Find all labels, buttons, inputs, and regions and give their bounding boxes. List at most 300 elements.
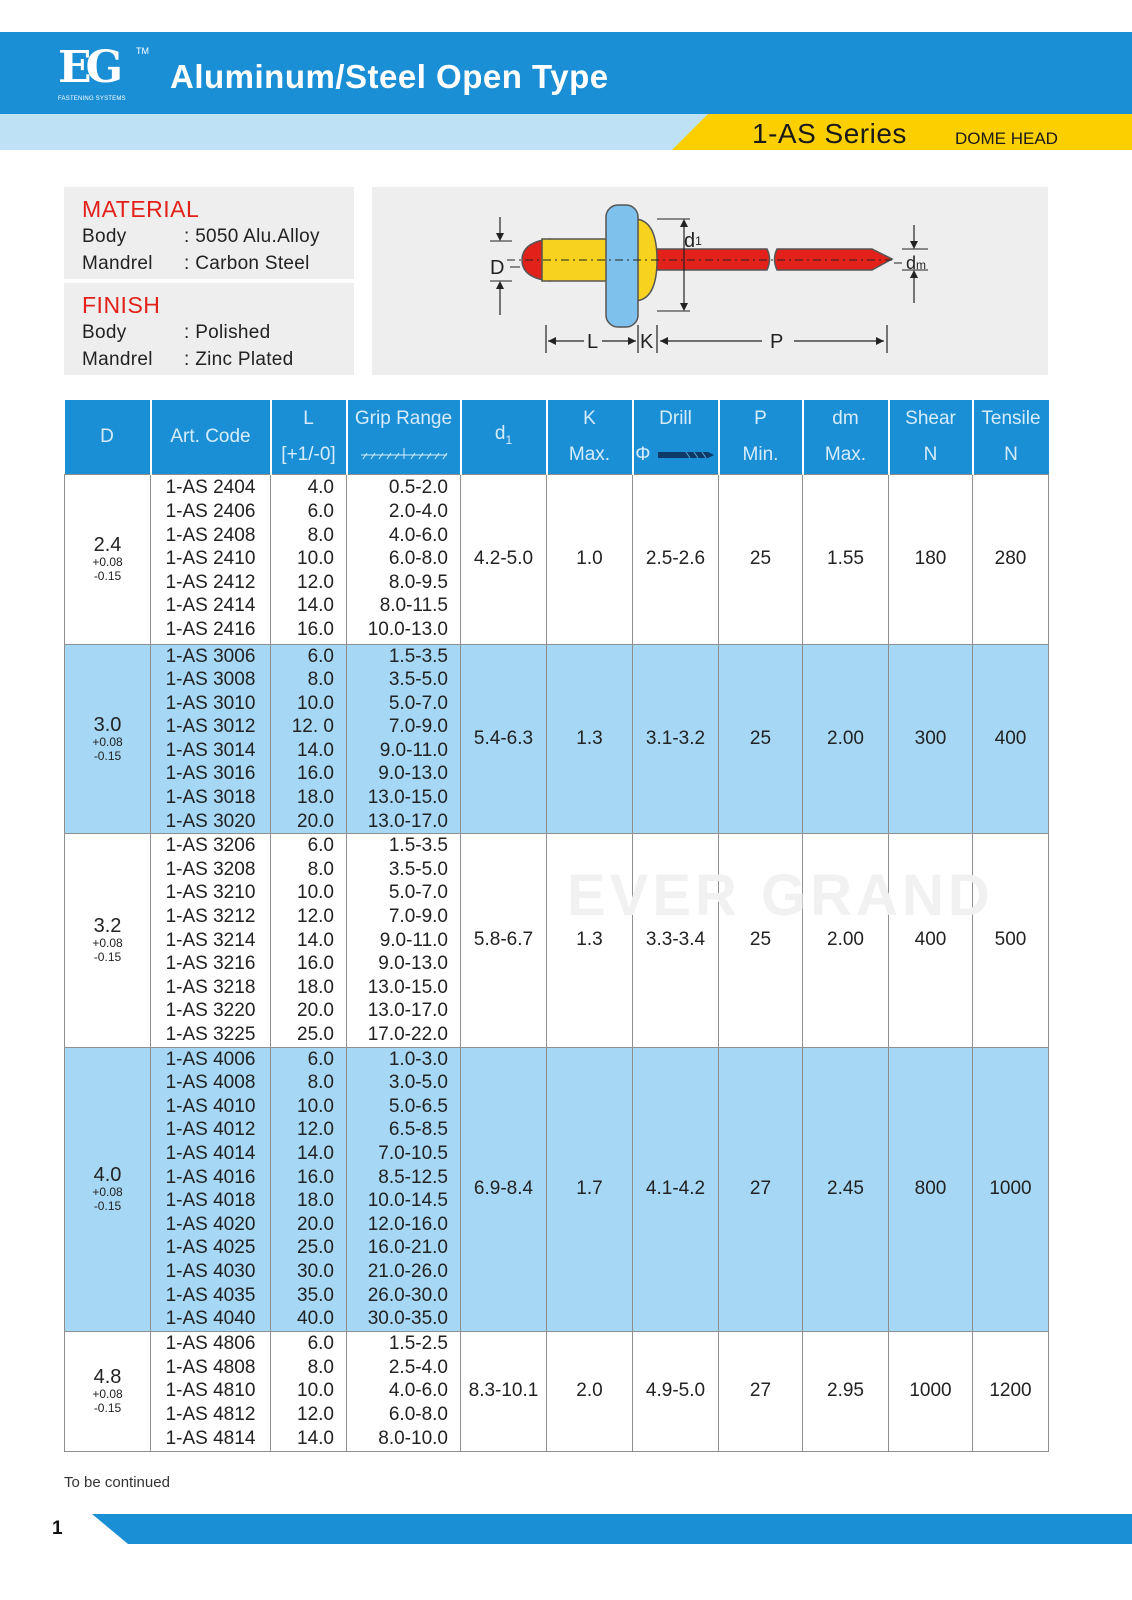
cell-dm-max-value: 2.95 [827, 1380, 864, 1402]
dim-d-label: D [490, 257, 505, 279]
cell-tensile-value: 1200 [989, 1380, 1032, 1402]
cell-k-max [547, 474, 633, 644]
length-value: 12.0 [297, 906, 334, 928]
grip-range-value: 9.0-11.0 [379, 929, 448, 951]
header-k-bottom: Max. [568, 443, 611, 465]
grip-range-value: 0.5-2.0 [388, 477, 448, 499]
art-code: 1-AS 4025 [165, 1237, 256, 1259]
cell-dm-max-value: 2.00 [827, 727, 864, 749]
table-group-row [65, 1331, 1049, 1451]
header-art-code: Art. Code [151, 400, 271, 474]
grip-range-icon [348, 437, 460, 473]
art-code: 1-AS 4016 [165, 1166, 256, 1188]
grip-range-value: 5.0-6.5 [388, 1095, 448, 1117]
diameter-value: 4.0 [93, 1164, 122, 1187]
length-value: 20.0 [297, 810, 334, 832]
cell-d1-value: 6.9-8.4 [473, 1178, 534, 1200]
table-group-row [65, 644, 1049, 834]
cell-k-max-value: 1.7 [576, 1178, 603, 1200]
art-code: 1-AS 4008 [165, 1072, 256, 1094]
workpiece-sheet [606, 205, 638, 327]
header-length-bottom: [+1/-0] [281, 443, 336, 465]
art-code: 1-AS 3220 [165, 1000, 256, 1022]
grip-range-value: 1.0-3.0 [388, 1048, 448, 1070]
cell-tensile [973, 644, 1049, 834]
length-value: 4.0 [307, 477, 334, 499]
cell-shear-value: 1000 [909, 1380, 952, 1402]
length-value: 14.0 [297, 1142, 334, 1164]
grip-range-value: 21.0-26.0 [367, 1260, 448, 1282]
company-logo [58, 42, 149, 108]
grip-range-value: 13.0-17.0 [367, 810, 448, 832]
cell-art-codes [151, 1047, 271, 1331]
spec-table-body [65, 474, 1049, 1451]
art-code: 1-AS 3006 [165, 645, 256, 667]
tolerance-minus: -0.15 [93, 748, 122, 763]
cell-shear-value: 800 [914, 1178, 947, 1200]
tolerance-plus: +0.08 [92, 734, 123, 749]
header-drill-top: Drill [659, 407, 692, 429]
header-shear-top: Shear [905, 407, 956, 429]
grip-range-value: 4.0-6.0 [388, 524, 448, 546]
grip-range-value: 6.5-8.5 [388, 1119, 448, 1141]
length-value: 20.0 [297, 1000, 334, 1022]
cell-k-max [547, 1047, 633, 1331]
art-code: 1-AS 2414 [165, 595, 256, 617]
length-value: 6.0 [307, 501, 334, 523]
art-code: 1-AS 2416 [165, 618, 256, 640]
finish-box [64, 283, 354, 375]
header-drill-bottom [634, 437, 718, 473]
cell-p-min [719, 1331, 803, 1451]
length-value: 12. 0 [291, 716, 334, 738]
length-value: 10.0 [297, 882, 334, 904]
header-shear-bottom: N [923, 443, 938, 465]
grip-range-value: 3.5-5.0 [388, 858, 448, 880]
tolerance-plus: +0.08 [92, 936, 123, 951]
grip-range-value: 1.5-3.5 [388, 835, 448, 857]
logo-mark: EG [58, 42, 118, 93]
material-row [82, 223, 336, 250]
grip-range-value: 17.0-22.0 [367, 1024, 448, 1045]
length-value: 18.0 [297, 976, 334, 998]
grip-range-value: 5.0-7.0 [388, 692, 448, 714]
grip-range-value: 8.0-10.0 [378, 1427, 448, 1449]
finish-value: Polished [195, 322, 271, 343]
finish-value: Zinc Plated [195, 349, 294, 370]
grip-range-value: 4.0-6.0 [388, 1380, 448, 1402]
finish-sep: : [184, 349, 190, 370]
grip-range-value: 7.0-10.5 [378, 1142, 448, 1164]
art-code: 1-AS 3225 [165, 1024, 256, 1045]
material-heading: MATERIAL [82, 196, 200, 222]
length-value: 12.0 [297, 571, 334, 593]
tolerance-minus: -0.15 [93, 569, 122, 583]
dim-d1-label-sub: 1 [695, 234, 702, 248]
header-grip-label: Grip Range [354, 407, 453, 429]
material-value: 5050 Alu.Alloy [195, 226, 320, 247]
finish-key: Mandrel [82, 349, 153, 370]
length-value: 6.0 [307, 645, 334, 667]
cell-art-codes [151, 474, 271, 644]
continued-note: To be continued [64, 1474, 170, 1491]
cell-d1 [461, 644, 547, 834]
length-value: 12.0 [297, 1404, 334, 1426]
tolerance-minus: -0.15 [93, 1199, 122, 1214]
header-shear [889, 400, 973, 474]
cell-tensile-value: 500 [994, 929, 1027, 951]
cell-shear-value: 300 [914, 727, 947, 749]
length-value: 10.0 [297, 1380, 334, 1402]
grip-range-value: 7.0-9.0 [388, 906, 448, 928]
diameter-value: 3.0 [93, 713, 122, 736]
art-code: 1-AS 4020 [165, 1213, 256, 1235]
grip-range-value: 2.5-4.0 [388, 1356, 448, 1378]
grip-range-value: 8.0-9.5 [388, 571, 448, 593]
art-code: 1-AS 4010 [165, 1095, 256, 1117]
grip-range-value: 26.0-30.0 [367, 1284, 448, 1306]
header-d1 [461, 400, 547, 474]
length-value: 14.0 [297, 595, 334, 617]
cell-dm-max [803, 1047, 889, 1331]
grip-range-value: 8.0-11.5 [379, 595, 448, 617]
art-code: 1-AS 2406 [165, 501, 256, 523]
length-value: 16.0 [297, 1166, 334, 1188]
cell-k-max [547, 1331, 633, 1451]
cell-p-min-value: 25 [749, 929, 772, 951]
art-code: 1-AS 4812 [165, 1404, 256, 1426]
art-code: 1-AS 4030 [165, 1260, 256, 1282]
cell-diameter [65, 474, 151, 644]
material-key: Body [82, 226, 127, 247]
length-value: 40.0 [297, 1308, 334, 1330]
material-key: Mandrel [82, 253, 153, 274]
cell-k-max-value: 1.3 [576, 929, 603, 951]
grip-icon-hatch [363, 453, 447, 459]
diameter-value: 4.8 [93, 1366, 122, 1389]
length-value: 8.0 [307, 858, 334, 880]
cell-diameter [65, 644, 151, 834]
art-code: 1-AS 4806 [165, 1333, 256, 1355]
cell-tensile-value: 280 [994, 548, 1027, 569]
grip-range-value: 7.0-9.0 [388, 716, 448, 738]
logo-trademark: TM [136, 46, 149, 56]
length-value: 14.0 [297, 929, 334, 951]
cell-k-max-value: 1.3 [576, 727, 603, 749]
length-value: 8.0 [307, 1356, 334, 1378]
length-value: 8.0 [307, 669, 334, 691]
drill-bit-icon [656, 450, 716, 460]
cell-dm-max-value: 1.55 [827, 548, 864, 569]
cell-d1-value: 5.4-6.3 [473, 727, 534, 749]
art-code: 1-AS 3218 [165, 976, 256, 998]
cell-drill-value: 3.1-3.2 [645, 727, 706, 749]
cell-d1-value: 5.8-6.7 [473, 929, 534, 951]
cell-lengths [271, 474, 347, 644]
cell-lengths [271, 1047, 347, 1331]
header-dm-bottom: Max. [824, 443, 867, 465]
length-value: 10.0 [297, 548, 334, 570]
cell-dm-max-value: 2.00 [827, 929, 864, 951]
art-code: 1-AS 4810 [165, 1380, 256, 1402]
grip-range-value: 2.0-4.0 [388, 501, 448, 523]
grip-range-value: 6.0-8.0 [388, 1404, 448, 1426]
length-value: 20.0 [297, 1213, 334, 1235]
length-value: 8.0 [307, 1072, 334, 1094]
header-p-top: P [754, 407, 767, 429]
art-code: 1-AS 3018 [165, 787, 256, 809]
grip-range-value: 5.0-7.0 [388, 882, 448, 904]
header-length-top: L [303, 407, 314, 429]
cell-drill [633, 474, 719, 644]
cell-dm-max [803, 474, 889, 644]
length-value: 16.0 [297, 953, 334, 975]
art-code: 1-AS 3212 [165, 906, 256, 928]
series-head-type: DOME HEAD [955, 129, 1058, 148]
finish-row [82, 346, 336, 373]
cell-lengths [271, 644, 347, 834]
grip-range-value: 10.0-13.0 [367, 618, 448, 640]
cell-d1 [461, 1047, 547, 1331]
grip-range-value: 12.0-16.0 [367, 1213, 448, 1235]
header-tensile-top: Tensile [981, 407, 1041, 429]
dim-l-arrowhead-left [548, 337, 556, 345]
finish-key: Body [82, 322, 127, 343]
cell-diameter [65, 1331, 151, 1451]
grip-range-value: 6.0-8.0 [388, 548, 448, 570]
length-value: 6.0 [307, 1048, 334, 1070]
cell-grip-ranges [347, 1047, 461, 1331]
art-code: 1-AS 3216 [165, 953, 256, 975]
cell-dm-max [803, 644, 889, 834]
footer-band [0, 1514, 1132, 1544]
table-group-row [65, 1047, 1049, 1331]
grip-range-value: 9.0-11.0 [379, 739, 448, 761]
finish-sep: : [184, 322, 190, 343]
header-d1-main: d [494, 422, 506, 444]
art-code: 1-AS 4018 [165, 1190, 256, 1212]
dim-p-label: P [770, 331, 784, 353]
grip-range-value: 9.0-13.0 [378, 953, 448, 975]
cell-shear [889, 644, 973, 834]
header-dm [803, 400, 889, 474]
header-drill [633, 400, 719, 474]
length-value: 10.0 [297, 1095, 334, 1117]
art-code: 1-AS 3206 [165, 835, 256, 857]
art-code: 1-AS 3010 [165, 692, 256, 714]
table-group-row [65, 474, 1049, 644]
dim-d-arrowhead-bottom [496, 281, 504, 289]
cell-drill-value: 4.1-4.2 [645, 1178, 706, 1200]
length-value: 18.0 [297, 787, 334, 809]
cell-grip-ranges [347, 1331, 461, 1451]
header-k-top: K [583, 407, 596, 429]
grip-range-value: 16.0-21.0 [367, 1237, 448, 1259]
length-value: 18.0 [297, 1190, 334, 1212]
dim-l-label: L [587, 331, 599, 353]
art-code: 1-AS 3214 [165, 929, 256, 951]
dim-d1-arrowhead-top [680, 219, 688, 227]
art-code: 1-AS 3008 [165, 669, 256, 691]
art-code: 1-AS 4814 [165, 1427, 256, 1449]
cell-shear [889, 474, 973, 644]
phi-symbol: Φ [635, 443, 651, 465]
length-value: 14.0 [297, 739, 334, 761]
logo-subtitle: FASTENING SYSTEMS [58, 96, 126, 102]
art-code: 1-AS 4012 [165, 1119, 256, 1141]
cell-shear-value: 180 [914, 548, 947, 569]
cell-drill-value: 4.9-5.0 [645, 1380, 706, 1402]
cell-drill [633, 1331, 719, 1451]
cell-p-min [719, 1047, 803, 1331]
art-code: 1-AS 3014 [165, 739, 256, 761]
tolerance-plus: +0.08 [92, 1387, 123, 1402]
dim-p-arrowhead-right [876, 337, 884, 345]
length-value: 10.0 [297, 692, 334, 714]
cell-tensile-value: 400 [994, 727, 1027, 749]
cell-tensile [973, 1331, 1049, 1451]
length-value: 35.0 [297, 1284, 334, 1306]
cell-lengths [271, 834, 347, 1047]
length-value: 6.0 [307, 1333, 334, 1355]
cell-art-codes [151, 644, 271, 834]
grip-range-value: 8.5-12.5 [378, 1166, 448, 1188]
header-k [547, 400, 633, 474]
header-p [719, 400, 803, 474]
cell-p-min-value: 25 [749, 548, 772, 569]
grip-range-value: 10.0-14.5 [367, 1190, 448, 1212]
art-code: 1-AS 2412 [165, 571, 256, 593]
header-p-bottom: Min. [742, 443, 779, 465]
finish-heading: FINISH [82, 292, 161, 318]
cell-art-codes [151, 834, 271, 1047]
dim-d-arrowhead-top [496, 233, 504, 241]
grip-range-value: 13.0-17.0 [367, 1000, 448, 1022]
material-value: Carbon Steel [195, 253, 310, 274]
cell-art-codes [151, 1331, 271, 1451]
art-code: 1-AS 2410 [165, 548, 256, 570]
length-value: 25.0 [297, 1237, 334, 1259]
cell-p-min [719, 644, 803, 834]
art-code: 1-AS 2404 [165, 477, 256, 499]
watermark: EVER GRAND [567, 863, 994, 928]
dim-dm-arrowhead-top [910, 241, 918, 249]
cell-tensile [973, 474, 1049, 644]
art-code: 1-AS 4040 [165, 1308, 256, 1330]
length-value: 25.0 [297, 1024, 334, 1045]
series-name: 1-AS Series [752, 118, 907, 149]
cell-p-min-value: 27 [749, 1178, 772, 1200]
header-tensile [973, 400, 1049, 474]
grip-range-value: 3.0-5.0 [388, 1072, 448, 1094]
header-grip-range [347, 400, 461, 474]
cell-d1-value: 8.3-10.1 [468, 1380, 539, 1402]
drill-shank [658, 452, 682, 458]
length-value: 8.0 [307, 524, 334, 546]
art-code: 1-AS 3012 [165, 716, 256, 738]
cell-diameter [65, 1047, 151, 1331]
material-sep: : [184, 253, 190, 274]
header-dm-top: dm [832, 407, 859, 429]
dim-k-label: K [640, 331, 654, 353]
cell-grip-ranges [347, 834, 461, 1047]
cell-grip-ranges [347, 474, 461, 644]
cell-d1-value: 4.2-5.0 [473, 548, 534, 569]
cell-p-min [719, 474, 803, 644]
art-code: 1-AS 4035 [165, 1284, 256, 1306]
tolerance-plus: +0.08 [92, 555, 123, 569]
art-code: 1-AS 3016 [165, 763, 256, 785]
cell-k-max-value: 2.0 [576, 1380, 603, 1402]
cell-drill [633, 644, 719, 834]
art-code: 1-AS 4006 [165, 1048, 256, 1070]
page-number: 1 [52, 1518, 63, 1539]
art-code: 1-AS 3208 [165, 858, 256, 880]
header-length [271, 400, 347, 474]
cell-d1 [461, 474, 547, 644]
cell-dm-max [803, 1331, 889, 1451]
cell-drill [633, 1047, 719, 1331]
material-box [64, 187, 354, 279]
cell-p-min-value: 27 [749, 1380, 772, 1402]
grip-range-value: 9.0-13.0 [378, 763, 448, 785]
table-header-row [65, 400, 1049, 474]
cell-shear [889, 1047, 973, 1331]
cell-k-max [547, 644, 633, 834]
grip-range-value: 13.0-15.0 [367, 787, 448, 809]
cell-lengths [271, 1331, 347, 1451]
header-tensile-bottom: N [1004, 443, 1018, 465]
material-row [82, 250, 336, 277]
page-title: Aluminum/Steel Open Type [170, 58, 609, 95]
art-code: 1-AS 4808 [165, 1356, 256, 1378]
diameter-value: 3.2 [93, 915, 122, 938]
length-value: 6.0 [307, 835, 334, 857]
length-value: 16.0 [297, 618, 334, 640]
length-value: 14.0 [297, 1427, 334, 1449]
dim-dm-label [906, 253, 926, 273]
cell-drill-value: 3.3-3.4 [645, 929, 706, 951]
header-d: D [65, 400, 151, 474]
dim-d1-label-main: d [684, 230, 696, 252]
rivet-diagram-svg [372, 187, 1048, 375]
art-code: 1-AS 4014 [165, 1142, 256, 1164]
rivet-diagram [372, 187, 1048, 375]
cell-shear [889, 1331, 973, 1451]
cell-tensile [973, 1047, 1049, 1331]
grip-range-value: 3.5-5.0 [388, 669, 448, 691]
dim-dm-label-main: d [906, 253, 917, 273]
length-value: 12.0 [297, 1119, 334, 1141]
cell-shear-value: 400 [914, 929, 947, 951]
cell-drill-value: 2.5-2.6 [645, 548, 706, 569]
dim-l-arrowhead-right [628, 337, 636, 345]
cell-k-max-value: 1.0 [576, 548, 603, 569]
grip-range-icon-svg [359, 446, 449, 460]
cell-d1 [461, 1331, 547, 1451]
diameter-value: 2.4 [93, 534, 122, 556]
cell-p-min-value: 25 [749, 727, 772, 749]
art-code: 1-AS 3210 [165, 882, 256, 904]
cell-dm-max-value: 2.45 [827, 1178, 864, 1200]
finish-row [82, 319, 336, 346]
tolerance-minus: -0.15 [93, 1401, 122, 1416]
dim-d1-arrowhead-bottom [680, 303, 688, 311]
grip-range-value: 30.0-35.0 [367, 1308, 448, 1330]
header-d1-sub: 1 [505, 432, 513, 447]
cell-diameter [65, 834, 151, 1047]
length-value: 16.0 [297, 763, 334, 785]
